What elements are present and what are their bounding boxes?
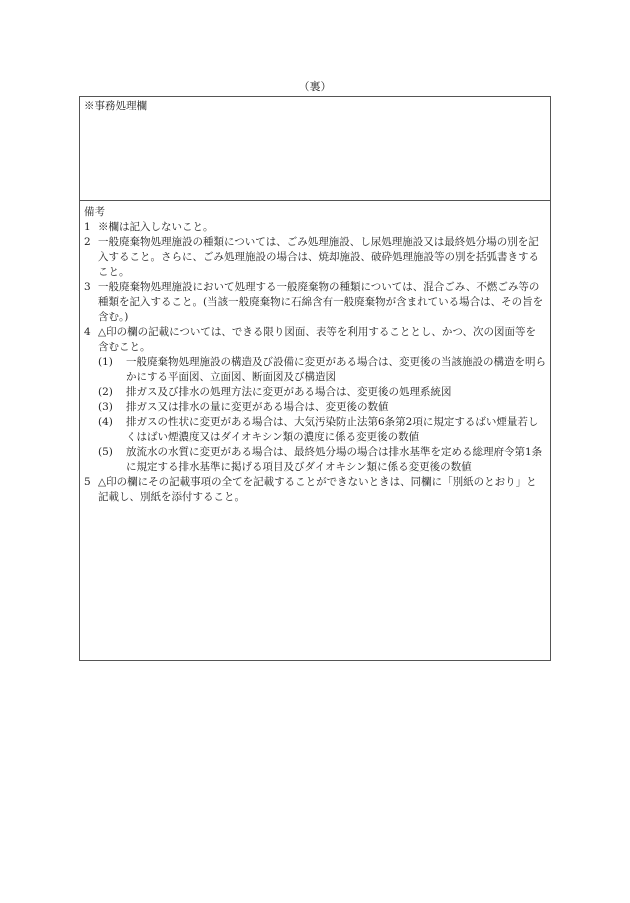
office-use-label: ※事務処理欄	[84, 100, 147, 112]
page-title: （裏）	[298, 80, 332, 93]
sub-note-text: 放流水の水質に変更がある場合は、最終処分場の場合は排水基準を定める総理府令第1条に規定する排水基準に掲げる項目及びダイオキシン類に係る変更後の数値	[126, 446, 543, 473]
sub-note-text: 排ガス又は排水の量に変更がある場合は、変更後の数値	[126, 401, 389, 413]
sub-note-item-3	[98, 400, 546, 415]
note-number: 1	[84, 221, 91, 233]
note-text: 一般廃棄物処理施設において処理する一般廃棄物の種類については、混合ごみ、不燃ごみ等の種類を記入すること。(当該一般廃棄物に石綿含有一般廃棄物が含まれている場合は、その旨を含む。)	[98, 281, 544, 323]
form-table	[79, 96, 551, 661]
office-use-field	[80, 97, 550, 201]
drawing-requirements-list	[84, 355, 546, 475]
sub-note-number: (2)	[98, 386, 113, 398]
sub-note-number: (1)	[98, 356, 113, 368]
sub-note-item-5	[98, 445, 546, 475]
sub-note-number: (4)	[98, 416, 113, 428]
sub-note-text: 排ガス及び排水の処理方法に変更がある場合は、変更後の処理系統図	[126, 386, 452, 398]
note-item-3	[84, 280, 546, 325]
note-item-2	[84, 235, 546, 280]
sub-note-text: 一般廃棄物処理施設の構造及び設備に変更がある場合は、変更後の当該施設の構造を明らかにする平面図、立面図、断面図及び構造図	[126, 356, 546, 383]
note-text: ※欄は記入しないこと。	[98, 221, 214, 233]
notes-section	[80, 201, 550, 505]
notes-title: 備考	[84, 206, 105, 218]
note-item-1	[84, 220, 546, 235]
sub-note-number: (5)	[98, 446, 113, 458]
note-number: 2	[84, 236, 91, 248]
note-item-4	[84, 325, 546, 355]
sub-note-text: 排ガスの性状に変更がある場合は、大気汚染防止法第6条第2項に規定するばい煙量若しくはばい煙濃度又はダイオキシン類の濃度に係る変更後の数値	[126, 416, 539, 443]
note-text: △印の欄の記載については、できる限り図面、表等を利用することとし、かつ、次の図面等を含むこと。	[98, 326, 536, 353]
note-text: △印の欄にその記載事項の全てを記載することができないときは、同欄に「別紙のとおり」と記載し、別紙を添付すること。	[98, 476, 537, 503]
sub-note-number: (3)	[98, 401, 113, 413]
note-text: 一般廃棄物処理施設の種類については、ごみ処理施設、し尿処理施設又は最終処分場の別を記入すること。さらに、ごみ処理施設の場合は、焼却施設、破砕処理施設等の別を括弧書きすること。	[98, 236, 539, 278]
note-number: 5	[84, 476, 91, 488]
note-item-5	[84, 475, 546, 505]
sub-note-item-2	[98, 385, 546, 400]
sub-note-item-4	[98, 415, 546, 445]
note-number: 4	[84, 326, 91, 338]
sub-note-item-1	[98, 355, 546, 385]
note-number: 3	[84, 281, 91, 293]
